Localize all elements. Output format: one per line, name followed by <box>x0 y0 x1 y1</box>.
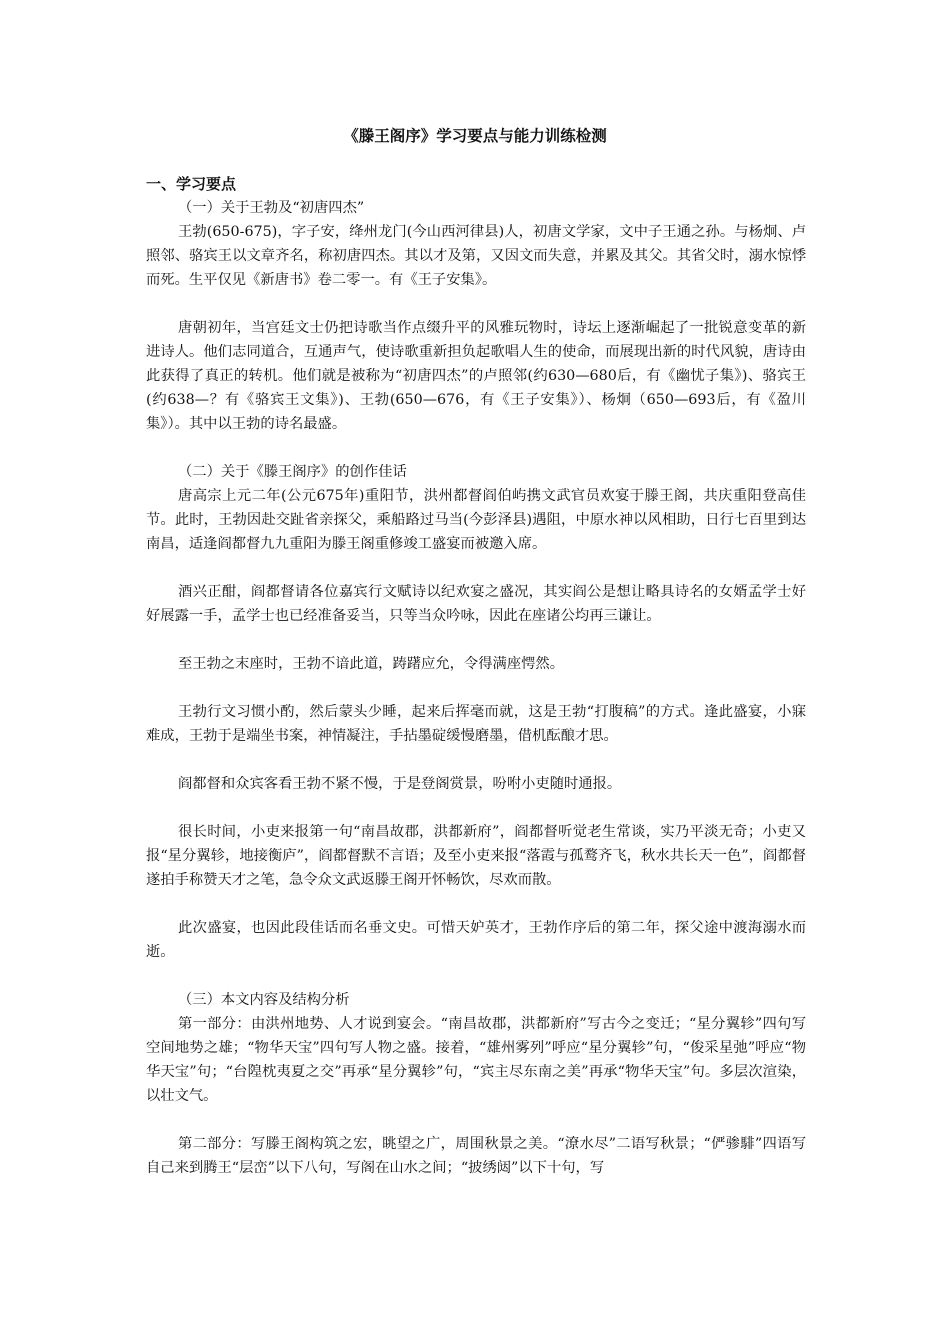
blank-line <box>146 556 806 580</box>
blank-line <box>146 796 806 820</box>
paragraph: 很长时间，小吏来报第一句“南昌故郡，洪都新府”，阎都督听觉老生常谈，实乃平淡无奇；小吏又报“星分翼轸，地接衡庐”，阎都督默不言语；及至小吏来报“落霞与孤鹜齐飞，秋水共长天一色”，阎都督遂拍手称赞天才之笔，急令众文武返滕王阁开怀畅饮，尽欢而散。 <box>146 824 806 888</box>
subsection-heading-anecdote: （二）关于《滕王阁序》的创作佳话 <box>178 464 407 480</box>
blank-line <box>146 292 806 316</box>
blank-line <box>146 676 806 700</box>
paragraph: 唐朝初年，当宫廷文士仍把诗歌当作点缀升平的风雅玩物时，诗坛上逐渐崛起了一批锐意变革的新进诗人。他们志同道合，互通声气，使诗歌重新担负起歌唱人生的使命，而展现出新的时代风貌，唐诗由此获得了真正的转机。他们就是被称为“初唐四杰”的卢照邻(约630—680后，有《幽忧子集》)、骆宾王(约638—？有《骆宾王文集》)、王勃(650—676，有《王子安集》）、杨炯（650—693后，有《盈川集》）。其中以王勃的诗名最盛。 <box>146 320 806 432</box>
blank-line <box>146 892 806 916</box>
paragraph: 阎都督和众宾客看王勃不紧不慢，于是登阁赏景，吩咐小吏随时通报。 <box>178 776 622 792</box>
subsection-heading-wangbo: （一）关于王勃及“初唐四杰” <box>178 200 365 216</box>
blank-line <box>146 436 806 460</box>
paragraph: 王勃(650-675)，字子安，绛州龙门(今山西河律县)人，初唐文学家，文中子王通之孙。与杨炯、卢照邻、骆宾王以文章齐名，称初唐四杰。其以才及第，又因文而失意，并累及其父。其省父时，溺水惊悸而死。生平仅见《新唐书》卷二零一。有《王子安集》。 <box>146 224 806 288</box>
paragraph: 至王勃之末座时，王勃不谙此道，踌躇应允，令得满座愕然。 <box>178 656 565 672</box>
paragraph: 王勃行文习惯小酌，然后蒙头少睡，起来后挥毫而就，这是王勃“打腹稿”的方式。逢此盛宴，小寐难成，王勃于是端坐书案，神情凝注，手拈墨碇缓慢磨墨，借机酝酿才思。 <box>146 704 806 744</box>
blank-line <box>146 964 806 988</box>
subsection-heading-structure: （三）本文内容及结构分析 <box>178 992 350 1008</box>
blank-line <box>146 748 806 772</box>
paragraph: 酒兴正酣，阎都督请各位嘉宾行文赋诗以纪欢宴之盛况，其实阎公是想让略具诗名的女婿孟学士好好展露一手，孟学士也已经准备妥当，只等当众吟咏，因此在座诸公均再三谦让。 <box>146 584 806 624</box>
document-body <box>146 172 806 1180</box>
paragraph: 第二部分：写滕王阁构筑之宏，眺望之广，周围秋景之美。“潦水尽”二语写秋景；“俨骖騑”四语写自己来到腾王“层峦”以下八句，写阁在山水之间；“披绣闼”以下十句，写 <box>146 1136 806 1176</box>
paragraph: 第一部分：由洪州地势、人才说到宴会。“南昌故郡，洪都新府”写古今之变迁；“星分翼轸”四句写空间地势之雄；“物华天宝”四句写人物之盛。接着，“雄州雾列”呼应“星分翼轸”句，“俊采星弛”呼应“物华天宝”句；“台隍枕夷夏之交”再承“星分翼轸”句，“宾主尽东南之美”再承“物华天宝”句。多层次渲染，以壮文气。 <box>146 1016 806 1104</box>
paragraph: 此次盛宴，也因此段佳话而名垂文史。可惜天妒英才，王勃作序后的第二年，探父途中渡海溺水而逝。 <box>146 920 806 960</box>
paragraph: 唐高宗上元二年(公元675年)重阳节，洪州都督阎伯屿携文武官员欢宴于滕王阁，共庆重阳登高佳节。此时，王勃因赴交趾省亲探父，乘船路过马当(今彭泽县)遇阻，中原水神以风相助，日行七百里到达南昌，适逢阎都督九九重阳为滕王阁重修竣工盛宴而被邀入席。 <box>146 488 806 552</box>
document-title: 《滕王阁序》学习要点与能力训练检测 <box>343 127 607 145</box>
blank-line <box>146 628 806 652</box>
blank-line <box>146 1108 806 1132</box>
section-heading-study-points: 一、学习要点 <box>146 175 237 193</box>
